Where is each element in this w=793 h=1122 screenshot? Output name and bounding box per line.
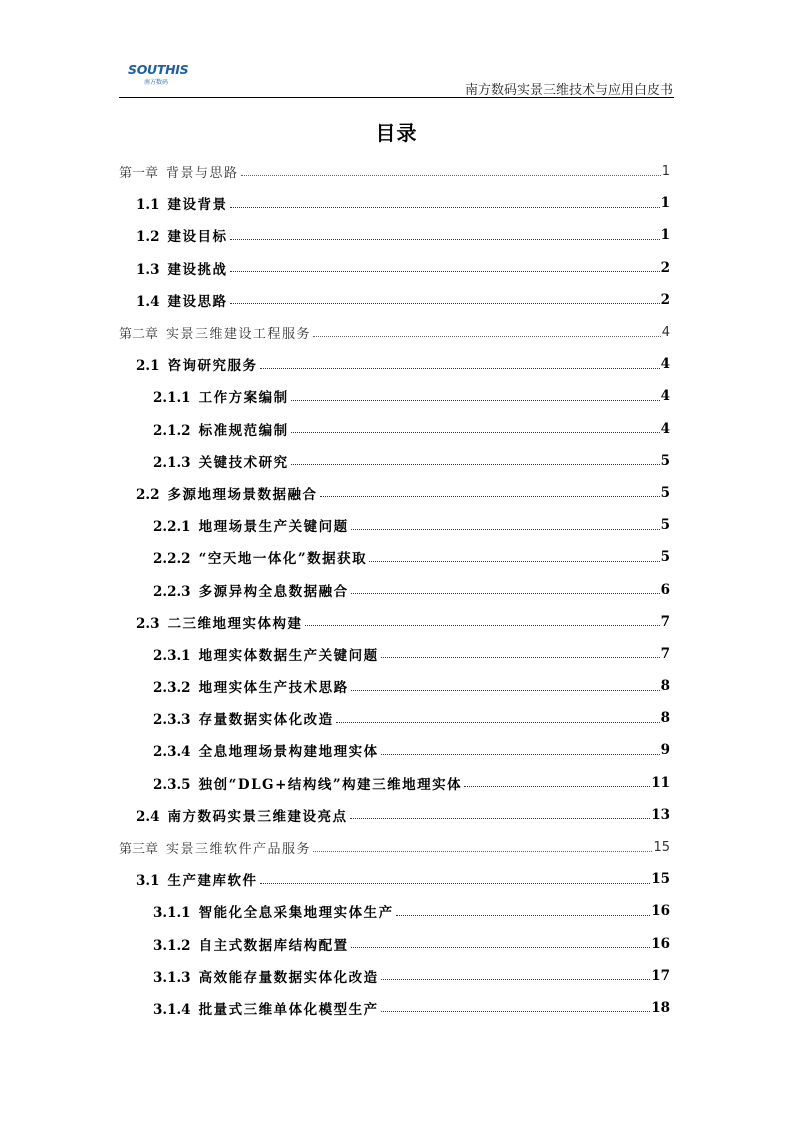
toc-entry-label [153, 386, 289, 406]
toc-entry-number: 3.1.4 [153, 1001, 191, 1018]
toc-entry-number: 2.3.3 [153, 712, 191, 729]
logo-subtext: 南方数码 [144, 79, 169, 86]
toc-entry[interactable] [119, 413, 670, 445]
toc-entry-title: 独创“DLG+结构线”构建三维地理实体 [198, 776, 463, 793]
toc-page-number: 15 [653, 839, 670, 855]
dot-leader [305, 625, 660, 626]
dot-leader [381, 1011, 651, 1012]
toc-page-number: 18 [651, 999, 670, 1016]
toc-entry-title: “空天地一体化”数据获取 [198, 551, 368, 568]
toc-entry-title: 全息地理场景构建地理实体 [198, 744, 379, 761]
toc-entry[interactable] [119, 348, 670, 380]
toc-entry-label [136, 225, 228, 245]
toc-entry-number: 2.1.1 [153, 390, 191, 407]
toc-entry-title: 建设目标 [167, 229, 228, 246]
toc-entry-label [153, 740, 379, 760]
toc-entry-title: 批量式三维单体化模型生产 [198, 1001, 379, 1018]
toc-entry-number: 3.1.3 [153, 969, 191, 986]
dot-leader [230, 271, 660, 272]
toc-entry-title: 高效能存量数据实体化改造 [198, 969, 379, 986]
toc-entry[interactable] [119, 863, 670, 895]
toc-entry-number: 2.3.5 [153, 776, 191, 793]
toc-entry-number: 1.3 [136, 261, 160, 278]
dot-leader [320, 496, 660, 497]
toc-entry-title: 南方数码实景三维建设亮点 [167, 808, 348, 825]
toc-entry[interactable] [119, 928, 670, 960]
dot-leader [369, 561, 659, 562]
toc-page-number: 1 [660, 227, 670, 244]
toc-entry-label [119, 323, 311, 342]
dot-leader [230, 207, 660, 208]
toc-entry[interactable] [119, 702, 670, 734]
toc-entry-number: 1.2 [136, 229, 160, 246]
toc-entry-number: 1.1 [136, 197, 160, 214]
toc-entry-number: 2.3 [136, 615, 160, 632]
toc-entry-number: 2.1.3 [153, 454, 191, 471]
dot-leader [351, 690, 660, 691]
toc-entry-number: 2.2 [136, 486, 160, 503]
toc-entry-label [153, 419, 289, 439]
toc-entry-title: 二三维地理实体构建 [167, 615, 303, 632]
toc-page-number: 5 [660, 549, 670, 566]
toc-entry-number: 2.3.4 [153, 744, 191, 761]
toc-entry-label [153, 580, 349, 600]
toc-page-number: 7 [660, 613, 670, 630]
toc-page-number: 1 [661, 163, 670, 179]
toc-entry[interactable] [119, 638, 670, 670]
toc-page-number: 13 [651, 806, 670, 823]
dot-leader [313, 336, 661, 337]
page-title: 目录 [375, 121, 418, 145]
toc-entry[interactable] [119, 284, 670, 316]
toc-entry[interactable] [119, 767, 670, 799]
toc-entry[interactable] [119, 316, 670, 348]
toc-page-number: 11 [651, 774, 670, 791]
toc-entry-title: 多源地理场景数据融合 [167, 486, 318, 503]
dot-leader [381, 754, 660, 755]
toc-entry-number: 3.1.1 [153, 905, 191, 922]
toc-entry-label [153, 998, 379, 1018]
dot-leader [464, 786, 650, 787]
toc-entry-number: 3.1.2 [153, 937, 191, 954]
toc-page-number: 5 [660, 452, 670, 469]
toc-entry-label [136, 612, 303, 632]
toc-page-number: 4 [661, 324, 670, 340]
dot-leader [291, 400, 660, 401]
toc-entry-title: 咨询研究服务 [167, 358, 258, 375]
toc-entry-title: 建设背景 [167, 197, 228, 214]
toc-page-number: 8 [660, 678, 670, 695]
dot-leader [351, 947, 651, 948]
dot-leader [260, 368, 660, 369]
dot-leader [291, 432, 660, 433]
toc-entry-title: 背景与思路 [166, 165, 239, 181]
toc-entry-number: 2.3.2 [153, 680, 191, 697]
toc-entry-title: 智能化全息采集地理实体生产 [198, 905, 394, 922]
toc-entry-number: 2.2.3 [153, 583, 191, 600]
header-divider [119, 97, 674, 98]
toc-entry-label [136, 483, 318, 503]
dot-leader [230, 303, 660, 304]
toc-entry[interactable] [119, 541, 670, 573]
toc-entry-title: 地理实体生产技术思路 [198, 680, 349, 697]
toc-page-number: 16 [651, 903, 670, 920]
logo-text: SOUTHIS [128, 62, 189, 77]
toc-entry-title: 关键技术研究 [198, 454, 289, 471]
dot-leader [381, 979, 651, 980]
toc-entry[interactable] [119, 831, 670, 863]
toc-entry-label [136, 805, 348, 825]
toc-entry[interactable] [119, 734, 670, 766]
toc-page-number: 2 [660, 291, 670, 308]
toc-entry-number: 2.3.1 [153, 647, 191, 664]
toc-page-number: 16 [651, 935, 670, 952]
toc-entry-label [153, 934, 349, 954]
toc-page-number: 6 [660, 581, 670, 598]
toc-entry-number: 2.1 [136, 358, 160, 375]
toc-entry-title: 多源异构全息数据融合 [198, 583, 349, 600]
toc-page-number: 15 [651, 871, 670, 888]
toc-page-number: 17 [651, 967, 670, 984]
dot-leader [260, 883, 651, 884]
toc-entry-label [153, 515, 349, 535]
toc-entry-number: 第二章 [119, 326, 159, 342]
toc-entry-title: 实景三维建设工程服务 [166, 326, 312, 342]
dot-leader [336, 722, 660, 723]
toc-entry[interactable] [119, 509, 670, 541]
toc-entry-label [153, 901, 394, 921]
toc-entry-title: 建设挑战 [167, 261, 228, 278]
toc-entry[interactable] [119, 799, 670, 831]
toc-entry[interactable] [119, 960, 670, 992]
toc-entry-label [136, 869, 258, 889]
toc-page-number: 8 [660, 710, 670, 727]
dot-leader [351, 529, 660, 530]
toc-entry[interactable] [119, 187, 670, 219]
toc-entry-label [153, 966, 379, 986]
toc-entry[interactable] [119, 477, 670, 509]
toc-entry-title: 生产建库软件 [167, 873, 258, 890]
toc-entry[interactable] [119, 573, 670, 605]
toc-entry-number: 2.2.2 [153, 551, 191, 568]
toc-entry-number: 2.1.2 [153, 422, 191, 439]
toc-page-number: 4 [660, 388, 670, 405]
toc-entry[interactable] [119, 606, 670, 638]
toc-entry[interactable] [119, 155, 670, 187]
toc-entry-label [136, 354, 258, 374]
dot-leader [381, 657, 660, 658]
toc-entry-label [153, 451, 289, 471]
toc-entry-label [136, 193, 228, 213]
toc-entry-number: 2.2.1 [153, 519, 191, 536]
toc-entry[interactable] [119, 895, 670, 927]
toc-page-number: 2 [660, 259, 670, 276]
toc-entry-title: 实景三维软件产品服务 [166, 841, 312, 857]
toc-page-number: 4 [660, 356, 670, 373]
toc-entry[interactable] [119, 670, 670, 702]
toc-entry-title: 地理实体数据生产关键问题 [198, 647, 379, 664]
toc-page-number: 4 [660, 420, 670, 437]
toc-page-number: 5 [660, 517, 670, 534]
dot-leader [291, 464, 660, 465]
toc-entry-label [153, 773, 462, 793]
toc-entry-label [119, 838, 311, 857]
toc-entry-number: 第三章 [119, 841, 159, 857]
dot-leader [230, 239, 660, 240]
toc-entry[interactable] [119, 380, 670, 412]
toc-entry-number: 第一章 [119, 165, 159, 181]
table-of-contents [119, 155, 670, 1024]
toc-entry-title: 自主式数据库结构配置 [198, 937, 349, 954]
toc-page-number: 1 [660, 195, 670, 212]
dot-leader [396, 915, 651, 916]
dot-leader [351, 593, 660, 594]
toc-entry-label [153, 708, 334, 728]
toc-entry-label [136, 290, 228, 310]
toc-entry-title: 地理场景生产关键问题 [198, 519, 349, 536]
toc-entry-title: 存量数据实体化改造 [198, 712, 334, 729]
company-logo [128, 52, 188, 92]
running-header-title: 南方数码实景三维技术与应用白皮书 [464, 83, 673, 98]
toc-page-number: 7 [660, 645, 670, 662]
toc-page-number: 9 [660, 742, 670, 759]
toc-entry-number: 1.4 [136, 293, 160, 310]
toc-entry-title: 工作方案编制 [198, 390, 289, 407]
dot-leader [350, 818, 651, 819]
toc-entry[interactable] [119, 992, 670, 1024]
toc-entry[interactable] [119, 219, 670, 251]
toc-page-number: 5 [660, 484, 670, 501]
toc-entry[interactable] [119, 445, 670, 477]
toc-entry-title: 建设思路 [167, 293, 228, 310]
dot-leader [313, 851, 652, 852]
toc-entry[interactable] [119, 252, 670, 284]
toc-entry-label [136, 258, 228, 278]
dot-leader [241, 175, 661, 176]
toc-entry-number: 2.4 [136, 808, 160, 825]
toc-entry-number: 3.1 [136, 873, 160, 890]
toc-entry-label [153, 676, 349, 696]
toc-entry-label [119, 162, 239, 181]
toc-entry-title: 标准规范编制 [198, 422, 289, 439]
toc-entry-label [153, 644, 379, 664]
toc-entry-label [153, 547, 367, 567]
